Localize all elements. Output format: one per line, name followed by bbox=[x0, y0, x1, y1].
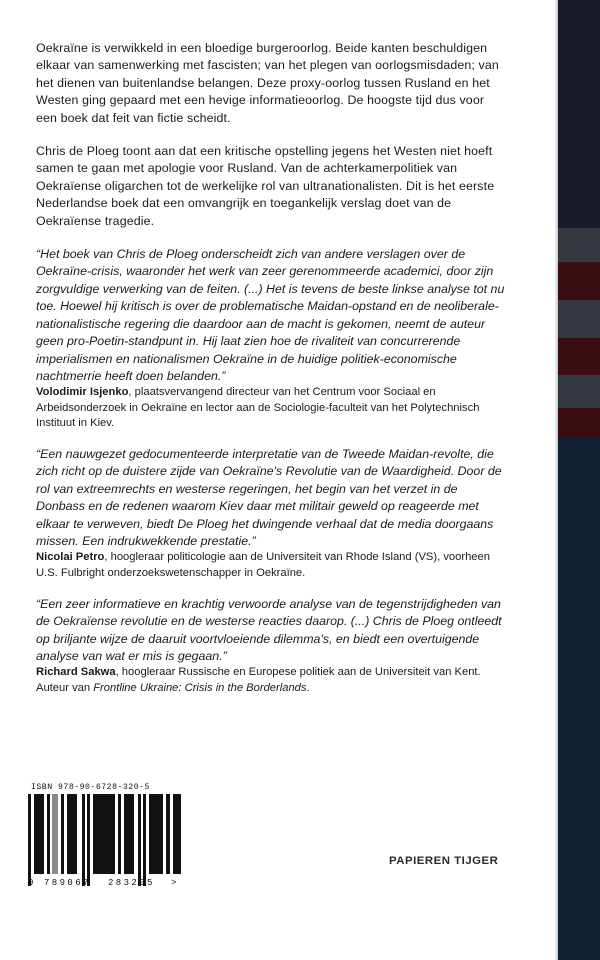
barcode-digit-group-1: 789067 bbox=[44, 878, 91, 888]
barcode-digits bbox=[28, 877, 188, 889]
review-author-name: Nicolai Petro bbox=[36, 551, 105, 564]
review-quote: “Een zeer informatieve en krachtig verwoorde analyse van de tegenstrijdigheden van de Oekraïense revolutie en de westerse reacties daarop. (...) Chris de Ploeg ontleedt op briljante wijze de daaruit voortvloeiende dilemma's, en biedt een overtuigende analyse van wat er mis is gegaan.” bbox=[36, 596, 502, 663]
review-author-description: , plaatsvervangend directeur van het Centrum voor Sociaal en Arbeidsonderzoek in Oekraïne en lector aan de Sociologie-faculteit van het Polytechnisch Instituut in Kiev. bbox=[36, 386, 480, 429]
spine-band-4 bbox=[558, 338, 600, 375]
isbn-label: ISBN 978-90-6728-320-5 bbox=[31, 783, 150, 792]
spine-band-6 bbox=[558, 408, 600, 438]
barcode-block bbox=[28, 783, 188, 889]
review-attribution bbox=[36, 550, 506, 580]
spine-band-0 bbox=[558, 0, 600, 228]
publisher-name: PAPIEREN TIJGER bbox=[389, 855, 499, 867]
barcode-bar bbox=[28, 794, 31, 886]
barcode-bar bbox=[166, 794, 170, 874]
barcode-bar bbox=[138, 794, 141, 886]
barcode-bar bbox=[34, 794, 44, 874]
review-attribution bbox=[36, 665, 506, 695]
review-cited-book-title: Frontline Ukraine: Crisis in the Borderlands bbox=[93, 681, 307, 694]
barcode-bar bbox=[149, 794, 163, 874]
review-attribution-tail: . bbox=[306, 681, 310, 694]
description-paragraph-1: Oekraïne is verwikkeld in een bloedige burgeroorlog. Beide kanten beschuldigen elkaar van samenwerking met fascisten; van het plegen van oorlogsmisdaden; van het dienen van buitenlandse belangen. Deze proxy-oorlog tussen Rusland en het Westen ging gepaard met een hevige informatieoorlog. De hoogste tijd dus voor een boek dat feit van fictie scheidt. bbox=[36, 41, 499, 125]
review-author-description: , hoogleraar politicologie aan de Universiteit van Rhode Island (VS), voorheen U.S. Fulbright onderzoekswetenschapper in Oekraïne. bbox=[36, 551, 490, 579]
review-blurb bbox=[36, 446, 506, 581]
barcode-bar bbox=[67, 794, 77, 874]
barcode-bar bbox=[61, 794, 64, 874]
review-author-name: Volodimir Isjenko bbox=[36, 386, 129, 399]
barcode-bar bbox=[52, 794, 58, 874]
barcode-digit-terminator: > bbox=[171, 878, 177, 888]
barcode-bar bbox=[124, 794, 134, 874]
barcode-bar bbox=[93, 794, 115, 874]
description-paragraph-2: Chris de Ploeg toont aan dat een kritische opstelling jegens het Westen niet hoeft samen te gaan met apologie voor Rusland. Van de achterkamerpolitiek van Oekraïense oligarchen tot de werkelijke rol van ultranationalisten. Dit is het eerste Nederlandse boek dat een omvangrijk en toegankelijk verslag doet van de Oekraïense tragedie. bbox=[36, 144, 495, 228]
review-quote: “Een nauwgezet gedocumenteerde interpretatie van de Tweede Maidan-revolte, die zich richt op de duistere zijde van Oekraïne's Revolutie van de Waardigheid. Door de rol van extreemrechts en westerse regeringen, het begin van het verzet in de Donbass en de redenen waarom Kiev daar met militair geweld op reageerde met elkaar te verweven, biedt De Ploeg het dwingende verhaal dat de media doorgaans missen. Een indrukwekkende prestatie.” bbox=[36, 446, 502, 548]
spine-band-7 bbox=[558, 438, 600, 960]
barcode-digit-leading: 9 bbox=[28, 878, 34, 888]
review-author-name: Richard Sakwa bbox=[36, 666, 116, 679]
spine-color-strip bbox=[558, 0, 600, 960]
spine-band-3 bbox=[558, 300, 600, 338]
spine-fold-edge bbox=[554, 0, 558, 960]
back-cover-text-column bbox=[36, 40, 506, 711]
review-blurb bbox=[36, 246, 506, 431]
barcode-bar bbox=[143, 794, 146, 886]
barcode-bar bbox=[118, 794, 121, 874]
barcode-bar bbox=[87, 794, 90, 886]
review-author-description: , hoogleraar Russische en Europese politiek aan de Universiteit van Kent. Auteur van bbox=[36, 666, 481, 694]
review-blurb bbox=[36, 596, 506, 696]
barcode-bar bbox=[47, 794, 50, 874]
spine-band-1 bbox=[558, 228, 600, 262]
review-quote: “Het boek van Chris de Ploeg onderscheidt zich van andere verslagen over de Oekraïne-crisis, waaronder het werk van zeer gerenommeerde academici, door zijn zorgvuldige verwerking van de feiten. (...) Het is tevens de beste linkse analyse tot nu toe. Hoewel hij kritisch is over de problematische Maidan-opstand en de neoliberale-nationalistische regering die daardoor aan de macht is gekomen, neemt de auteur geen pro-Poetin-standpunt in. Hij laat zien hoe de rivaliteit van concurrerende imperialismen en nationalismen Oekraïne in de huidige politiek-economische nachtmerrie heeft doen belanden.” bbox=[36, 247, 505, 383]
barcode-bar bbox=[173, 794, 181, 874]
spine-band-2 bbox=[558, 262, 600, 300]
review-attribution bbox=[36, 385, 506, 431]
barcode-bar bbox=[82, 794, 85, 886]
spine-band-5 bbox=[558, 375, 600, 408]
barcode-digit-group-2: 283205 bbox=[108, 878, 155, 888]
barcode-bars bbox=[28, 794, 184, 886]
